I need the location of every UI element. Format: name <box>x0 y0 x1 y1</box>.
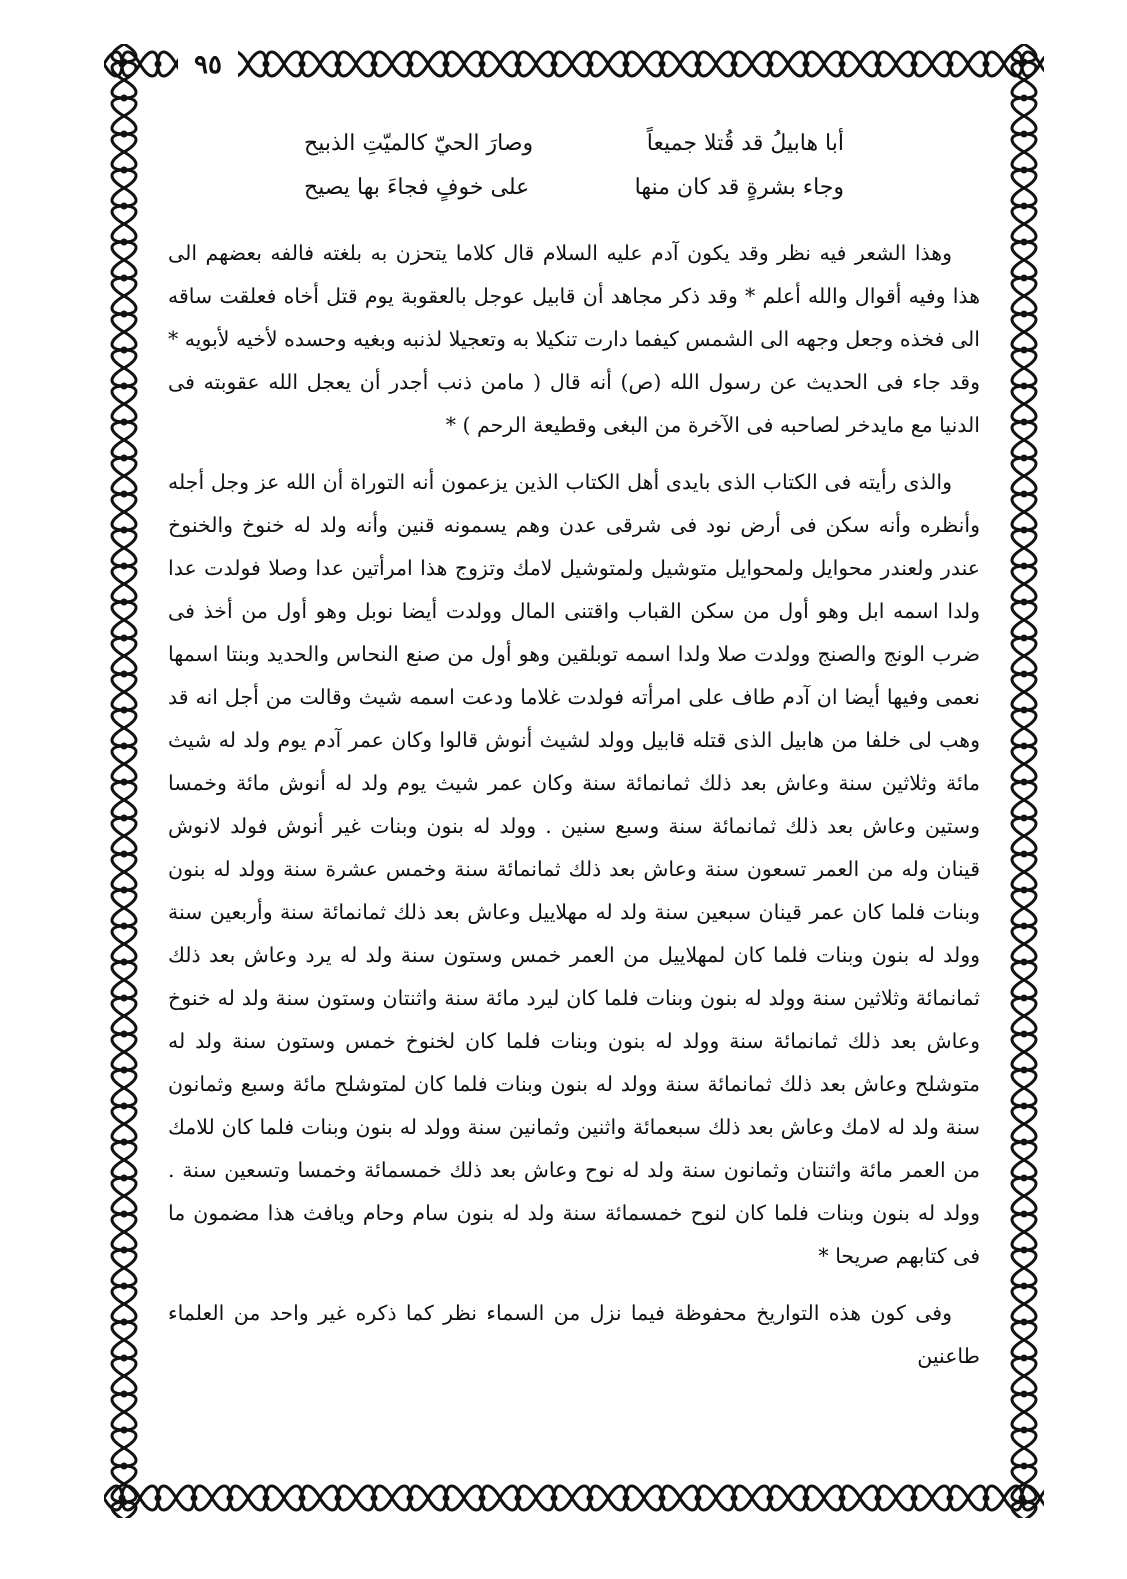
poem-hemistich-right: أبا هابيلُ قد قُتلا جميعاً <box>646 131 844 156</box>
poem-line <box>304 122 844 166</box>
ornamental-border-top <box>104 44 1044 84</box>
paragraph-closing: وفى كون هذه التواريخ محفوظة فيما نزل من السماء نظر كما ذكره غير واحد من العلماء طاعنين <box>168 1301 980 1368</box>
poem-hemistich-left: على خوفٍ فجاءَ بها يصيح <box>304 175 530 200</box>
ornamental-border-bottom <box>104 1478 1044 1518</box>
ornamental-border-right <box>1004 44 1044 1518</box>
poem-hemistich-left: وصارَ الحيّ كالميّتِ الذبيح <box>304 131 534 156</box>
poem-hemistich-right: وجاء بشرةٍ قد كان منها <box>634 175 844 200</box>
poem-line <box>304 166 844 210</box>
page-body <box>168 122 980 1467</box>
ornamental-border-left <box>104 44 144 1518</box>
paragraph-commentary: وهذا الشعر فيه نظر وقد يكون آدم عليه السلام قال كلاما يتحزن به بلغته فالفه بعضهم الى هذا وفيه أقوال والله أعلم * وقد ذكر مجاهد أن قابيل عوجل بالعقوبة يوم قتل أخاه فعلقت ساقه الى فخذه وجعل وجهه الى الشمس كيفما دارت تنكيلا به وتعجيلا لذنبه وبغيه وحسده لأخيه لأبويه * وقد جاء فى الحديث عن رسول الله (ص) أنه قال ( مامن ذنب أجدر أن يعجل الله عقوبته فى الدنيا مع مايدخر لصاحبه فى الآخرة من البغى وقطيعة الرحم ) * <box>168 241 980 437</box>
paragraph-genealogy: والذى رأيته فى الكتاب الذى بايدى أهل الكتاب الذين يزعمون أنه التوراة أن الله عز وجل أجله وأنظره وأنه سكن فى أرض نود فى شرقى عدن وهم يسمونه قنين وأنه ولد له خنوخ والخنوخ عندر ولعندر محوايل ولمحوايل متوشيل ولمتوشيل لامك وتزوج هذا امرأتين عدا وصلا فولدت عدا ولدا اسمه ابل وهو أول من سكن القباب واقتنى المال وولدت أيضا نوبل وهو أول من أخذ فى ضرب الونج والصنج وولدت صلا ولدا اسمه توبلقين وهو أول من صنع النحاس والحديد وبنتا اسمها نعمى وفيها أيضا ان آدم طاف على امرأته فولدت غلاما ودعت اسمه شيث وقالت من أجل انه قد وهب لى خلفا من هابيل الذى قتله قابيل وولد لشيث أنوش قالوا وكان عمر آدم يوم ولد له شيث مائة وثلاثين سنة وعاش بعد ذلك ثمانمائة سنة وكان عمر شيث يوم ولد له أنوش مائة وخمسا وستين وعاش بعد ذلك ثمانمائة سنة وسبع سنين . وولد له بنون وبنات غير أنوش فولد لانوش قينان وله من العمر تسعون سنة وعاش بعد ذلك ثمانمائة سنة وخمس عشرة سنة وولد له بنون وبنات فلما كان عمر قينان سبعين سنة ولد له مهلاييل وعاش بعد ذلك ثمانمائة سنة وأربعين سنة وولد له بنون وبنات فلما كان لمهلاييل من العمر خمس وستون سنة ولد له يرد وعاش بعد ذلك ثمانمائة وثلاثين سنة وولد له بنون وبنات فلما كان ليرد مائة سنة واثنتان وستون سنة ولد له خنوخ وعاش بعد ذلك ثمانمائة سنة وولد له بنون وبنات فلما كان لخنوخ خمس وستون سنة ولد له متوشلح وعاش بعد ذلك ثمانمائة سنة وولد له بنون وبنات فلما كان لمتوشلح مائة وسبع وثمانون سنة ولد له لامك وعاش بعد ذلك سبعمائة واثنين وثمانين سنة وولد له بنون وبنات فلما كان للامك من العمر مائة واثنتان وثمانون سنة ولد له نوح وعاش بعد ذلك خمسمائة وخمسا وتسعين سنة . وولد له بنون وبنات فلما كان لنوح خمسمائة سنة ولد له بنون سام وحام ويافث هذا مضمون ما فى كتابهم صريحا * <box>168 470 981 1268</box>
page-number: ٩٥ <box>178 50 238 80</box>
poem <box>304 122 844 210</box>
